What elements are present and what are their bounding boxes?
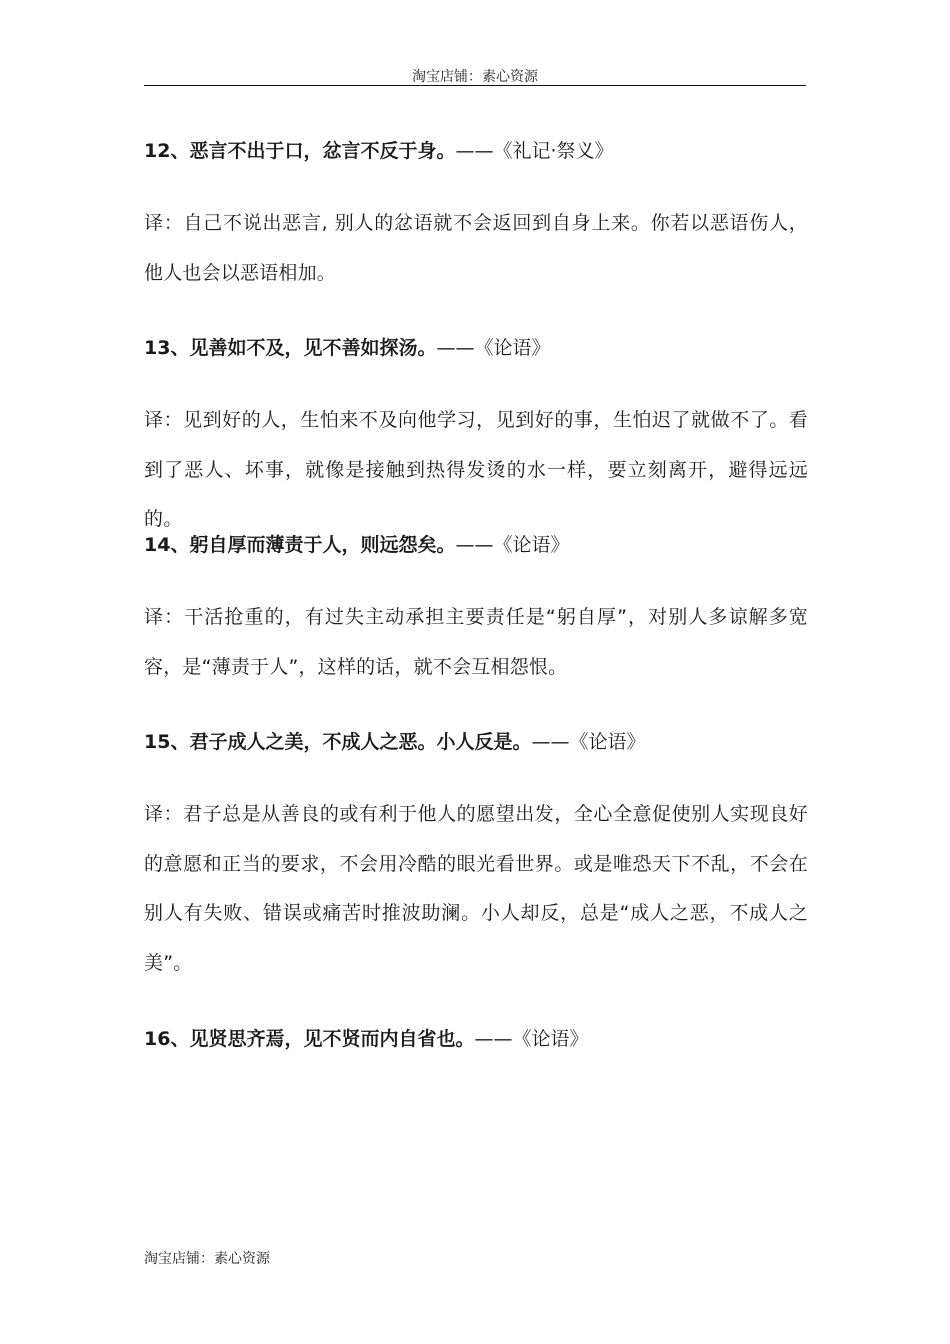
quote-14	[144, 532, 808, 558]
quote-source: ——《论语》	[531, 731, 646, 753]
quote-text: 君子成人之美，不成人之恶。小人反是。	[189, 731, 532, 753]
quote-number: 14、	[144, 534, 190, 556]
translation-15: 译：君子总是从善良的或有利于他人的愿望出发，全心全意促使别人实现良好的意愿和正当的要求，不会用冷酷的眼光看世界。或是唯恐天下不乱，不会在别人有失败、错误或痛苦时推波助澜。小人却反，总是“成人之恶，不成人之美”。	[144, 803, 808, 974]
quote-source: ——《礼记·祭义》	[455, 140, 614, 162]
quote-number: 12、	[144, 140, 190, 162]
translation-12: 译：自己不说出恶言, 别人的忿语就不会返回到自身上来。你若以恶语伤人，他人也会以恶语相加。	[144, 212, 808, 284]
quote-12	[144, 138, 808, 164]
quote-text: 恶言不出于口，忿言不反于身。	[189, 140, 456, 162]
quote-number: 15、	[144, 731, 190, 753]
quote-text: 躬自厚而薄责于人，则远怨矣。	[189, 534, 456, 556]
page-footer: 淘宝店铺：素心资源	[144, 1251, 270, 1267]
translation-13: 译：见到好的人，生怕来不及向他学习，见到好的事，生怕迟了就做不了。看到了恶人、坏事，就像是接触到热得发烫的水一样，要立刻离开，避得远远的。	[144, 409, 808, 530]
quote-number: 13、	[144, 337, 190, 359]
quote-text: 见善如不及，见不善如探汤。	[189, 337, 437, 359]
quote-source: ——《论语》	[455, 534, 570, 556]
quote-source: ——《论语》	[436, 337, 551, 359]
quote-text: 见贤思齐焉，见不贤而内自省也。	[189, 1028, 475, 1050]
quote-16	[144, 1026, 808, 1052]
quote-number: 16、	[144, 1028, 190, 1050]
translation-14: 译：干活抢重的，有过失主动承担主要责任是“躬自厚”，对别人多谅解多宽容，是“薄责于人”，这样的话，就不会互相怨恨。	[144, 606, 808, 678]
page-header: 淘宝店铺：素心资源	[412, 69, 538, 85]
quote-13	[144, 335, 808, 361]
quote-source: ——《论语》	[474, 1028, 589, 1050]
quote-15	[144, 729, 808, 755]
header-divider	[144, 85, 806, 86]
